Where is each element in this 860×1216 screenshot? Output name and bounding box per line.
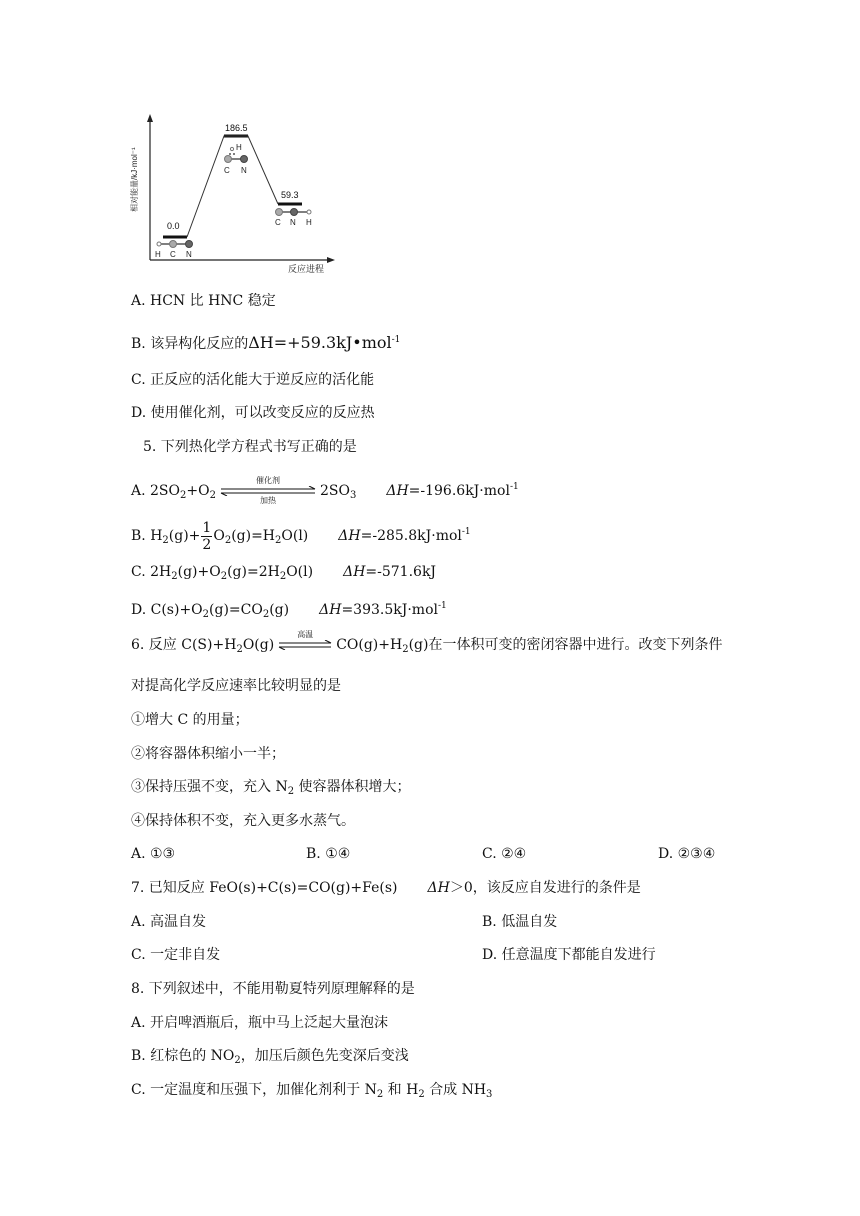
q6-item-3: ③保持压强不变，充入 $N_2$ 使容器体积增大； [131, 779, 411, 797]
svg-text:H: H [306, 218, 312, 227]
q7-stem: 7. 已知反应 FeO(s)+C(s)=CO(g)+Fe(s) ΔH＞0，该反应自发进行的条件是 [131, 880, 641, 896]
svg-text:N: N [186, 250, 192, 259]
level-start-value: 0.0 [167, 221, 180, 231]
level-ts-value: 186.5 [225, 123, 248, 133]
q6-option-d: D. ②③④ [658, 846, 716, 862]
energy-diagram [125, 112, 340, 277]
equilibrium-arrow-heat: 高温 [277, 630, 333, 660]
q6-option-c: C. ②④ [482, 846, 527, 862]
molecule-hcn [155, 241, 193, 260]
svg-text:H: H [236, 143, 242, 152]
q4-option-b: B. 该异构化反应的ΔH=+59.3kJ•mol$^{-1}$ [131, 333, 401, 352]
q4-option-c: C. 正反应的活化能大于逆反应的活化能 [131, 372, 375, 388]
q5-option-a: A. $2SO_2+O_2$ 催化剂 加热 $2SO_3$ ΔH=-196.6kJ·mol$^{-1}$ [131, 476, 519, 505]
q4-option-d: D. 使用催化剂，可以改变反应的反应热 [131, 405, 375, 421]
y-axis-arrow [147, 114, 153, 122]
q4-option-a: A. HCN 比 HNC 稳定 [131, 293, 276, 309]
q8-stem: 8. 下列叙述中，不能用勒夏特列原理解释的是 [131, 981, 415, 997]
q5-option-d: D. $C(s)+O_2(g)=CO_2(g)$ ΔH=393.5kJ·mol$^{-1}$ [131, 601, 447, 620]
molecule-transition [224, 143, 248, 175]
q7-option-a: A. 高温自发 [131, 914, 207, 930]
level-end-value: 59.3 [281, 190, 299, 200]
svg-text:C: C [224, 166, 230, 175]
x-axis-label: 反应进程 [288, 264, 325, 274]
q5-option-b: B. $H_2(g)+$ $\frac{1}{2}$ $O_2(g)=H_2O(l)$ ΔH=-285.8kJ·mol$^{-1}$ [131, 519, 471, 553]
reaction-path [187, 136, 278, 237]
svg-text:C: C [275, 218, 281, 227]
fraction-half: $\frac{1}{2}$ [202, 519, 212, 553]
molecule-hnc [275, 209, 312, 228]
q6-option-a: A. ①③ [131, 846, 176, 862]
q6-item-4: ④保持体积不变，充入更多水蒸气。 [131, 813, 355, 829]
q6-option-b: B. ①④ [306, 846, 351, 862]
y-axis-label: 相对能量/kJ·mol⁻¹ [130, 147, 139, 212]
q8-option-c: C. 一定温度和压强下，加催化剂利于 $N_2$ 和 $H_2$ 合成 $NH_3$ [131, 1082, 493, 1100]
q5-stem: 5. 下列热化学方程式书写正确的是 [143, 439, 357, 455]
q6-stem-line1: 6. 反应 $C(S)+H_2O(g)$ 高温 $CO(g)+H_2(g)$在一体积可变的密闭容器中进行。改变下列条件 [131, 630, 722, 665]
q6-item-2: ②将容器体积缩小一半； [131, 746, 285, 762]
equilibrium-arrow-catalyst: 催化剂 加热 [219, 476, 317, 506]
svg-text:H: H [155, 250, 161, 259]
q7-option-d: D. 任意温度下都能自发进行 [482, 947, 656, 963]
q7-option-c: C. 一定非自发 [131, 947, 221, 963]
q6-item-1: ①增大 C 的用量； [131, 712, 249, 728]
q5-option-c: C. $2H_2(g)+O_2(g)=2H_2O(l)$ ΔH=-571.6kJ [131, 564, 437, 582]
q6-stem-line2: 对提高化学反应速率比较明显的是 [131, 678, 341, 694]
x-axis-arrow [327, 257, 335, 263]
svg-text:N: N [290, 218, 296, 227]
svg-text:N: N [241, 166, 247, 175]
q7-option-b: B. 低温自发 [482, 914, 558, 930]
q8-option-b: B. 红棕色的 $NO_2$，加压后颜色先变深后变浅 [131, 1048, 409, 1066]
q8-option-a: A. 开启啤酒瓶后，瓶中马上泛起大量泡沫 [131, 1015, 389, 1031]
svg-text:C: C [170, 250, 176, 259]
